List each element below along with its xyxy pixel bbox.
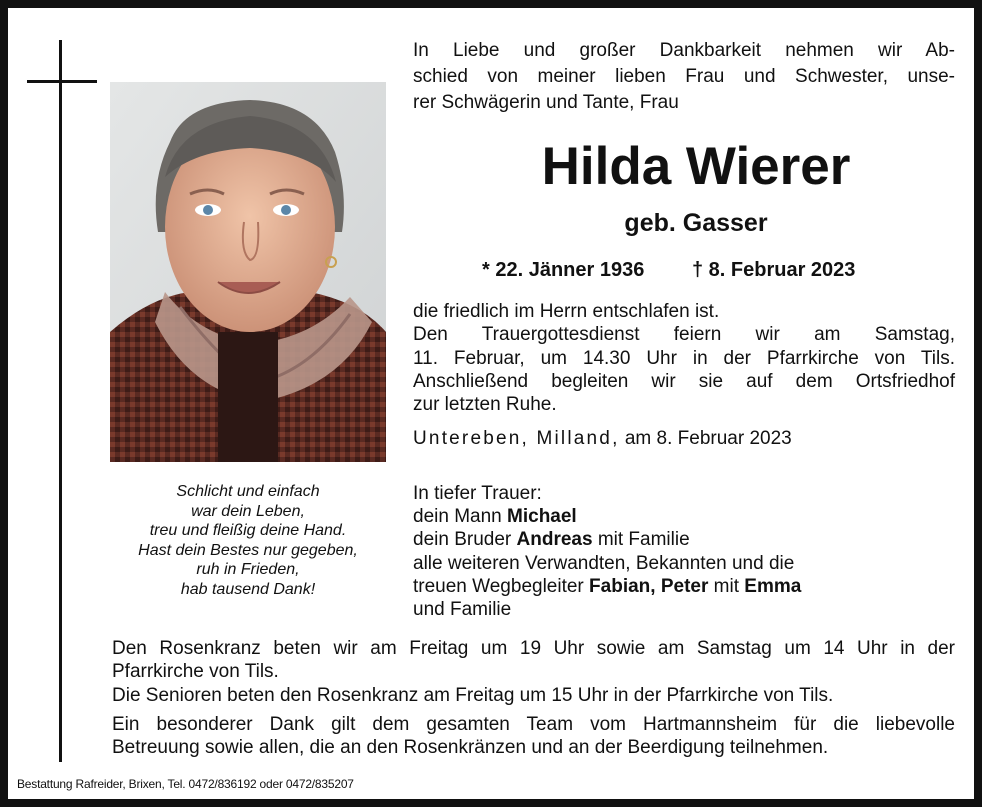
poem-line: war dein Leben, (191, 502, 305, 520)
mourners-list (413, 482, 955, 621)
mourner-relation: treuen Wegbegleiter (413, 575, 590, 597)
service-line: zur letzten Ruhe. (413, 394, 557, 416)
birth-name-text: geb. Gasser (624, 209, 768, 237)
mourner-relation: dein Bruder (413, 529, 517, 551)
date-text: am 8. Februar 2023 (624, 428, 792, 449)
mourner-suffix: mit Familie (592, 529, 690, 551)
mourner-name: Emma (744, 575, 802, 597)
birth-date: * 22. Jänner 1936 (482, 259, 645, 281)
poem-line: hab tausend Dank! (180, 580, 316, 598)
poem-line: ruh in Frieden, (196, 561, 300, 579)
mourner-name: Fabian, Peter (589, 575, 709, 597)
service-line: 11. Februar, um 14.30 Uhr in der Pfarrkirche von Tils. (413, 347, 955, 369)
poem-line: Hast dein Bestes nur gegeben, (138, 541, 358, 559)
mourner-brother (413, 528, 955, 551)
mourner-relation: dein Mann (413, 506, 508, 528)
rosary-line: Pfarrkirche von Tils. (112, 661, 279, 683)
announcements (112, 637, 955, 759)
rosary-line: Den Rosenkranz beten wir am Freitag um 19 Uhr sowie am Samstag um 14 Uhr in der (112, 638, 955, 659)
service-line: Den Trauergottesdienst feiern wir am Samstag, (413, 324, 955, 346)
mourner-husband (413, 505, 955, 528)
memorial-poem (100, 482, 396, 600)
place-and-date (413, 426, 955, 452)
birth-name (413, 207, 955, 239)
service-line: die friedlich im Herrn entschlafen ist. (413, 301, 720, 322)
mourner-connector: mit (708, 575, 745, 597)
service-paragraph (413, 300, 955, 416)
poem-line: Schlicht und einfach (176, 483, 320, 500)
mourner-name: Andreas (516, 529, 593, 551)
mourners-heading: In tiefer Trauer: (413, 483, 542, 504)
funeral-home-credit: Bestattung Rafreider, Brixen, Tel. 0472/836192 oder 0472/835207 (17, 777, 354, 791)
mourner-name: Michael (507, 506, 577, 528)
deceased-name-text: Hilda Wierer (541, 137, 851, 196)
thanks-line: Betreuung sowie allen, die an den Rosenkränzen und an der Beerdigung teilnehmen. (112, 737, 829, 759)
intro-line: schied von meiner lieben Frau und Schwester, unse- (413, 66, 955, 87)
mourner-others: alle weiteren Verwandten, Bekannten und die (413, 552, 795, 574)
intro-line: rer Schwägerin und Tante, Frau (413, 92, 679, 113)
cross-icon-vertical-bar (59, 40, 62, 762)
deceased-name (413, 136, 955, 198)
poem-line: treu und fleißig deine Hand. (149, 522, 347, 540)
portrait-photo (110, 82, 386, 462)
seniors-line: Die Senioren beten den Rosenkranz am Freitag um 15 Uhr in der Pfarrkirche von Tils. (112, 684, 834, 706)
intro-line: In Liebe und großer Dankbarkeit nehmen wir Ab- (413, 40, 955, 61)
thanks-line: Ein besonderer Dank gilt dem gesamten Team vom Hartmannsheim für die liebevolle (112, 713, 955, 735)
cross-icon-horizontal-bar (27, 80, 97, 83)
mourner-companions (413, 575, 955, 598)
mourner-family: und Familie (413, 599, 512, 621)
place-text: Untereben, Milland, (413, 428, 620, 449)
death-date: † 8. Februar 2023 (692, 259, 856, 281)
service-line: Anschließend begleiten wir sie auf dem Ortsfriedhof (413, 370, 955, 392)
intro-paragraph (413, 38, 955, 116)
